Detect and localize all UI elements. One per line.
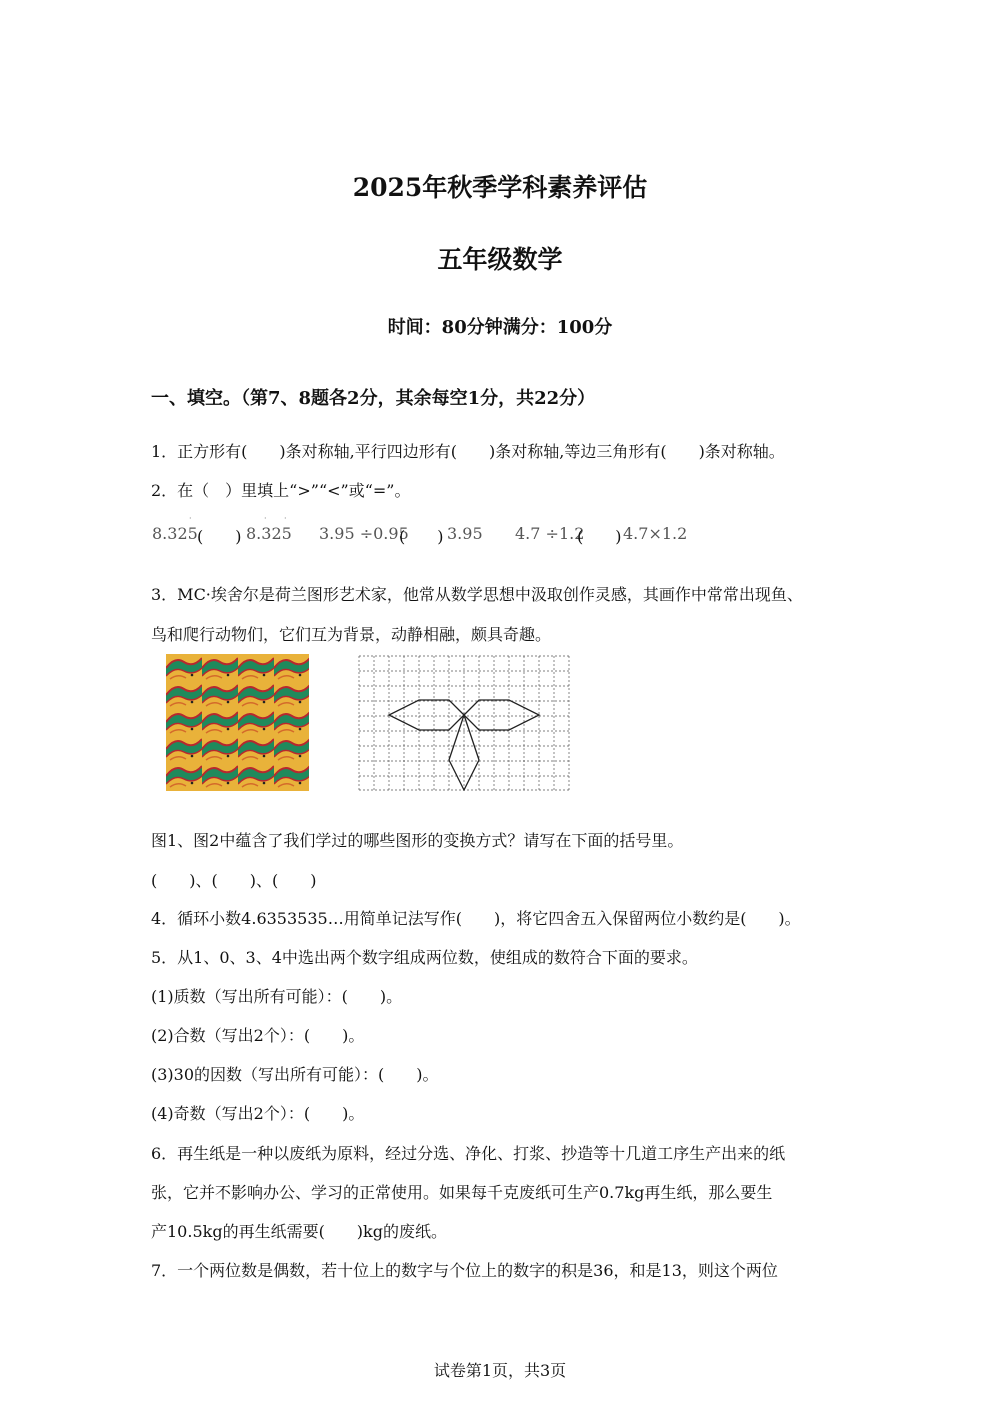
section-heading: 一、填空。（第7、8题各2分，其余每空1分，共22分） bbox=[151, 388, 596, 409]
exam-subtitle: 五年级数学 bbox=[437, 245, 563, 274]
question-6-line3: 产10.5kg的再生纸需要( )kg的废纸。 bbox=[151, 1222, 447, 1241]
question-6-line2: 张，它并不影响办公、学习的正常使用。如果每千克废纸可生产0.7kg再生纸，那么要生 bbox=[151, 1183, 773, 1202]
question-1: 1．正方形有( )条对称轴,平行四边形有( )条对称轴,等边三角形有( )条对称轴。 bbox=[151, 442, 785, 461]
question-3-prompt: 图1、图2中蕴含了我们学过的哪些图形的变换方式？请写在下面的括号里。 bbox=[151, 831, 684, 850]
question-2: 2．在（ ）里填上“>”“<”或“=”。 bbox=[151, 481, 411, 500]
q2-a-right-text: 8.325 bbox=[246, 524, 292, 543]
q2-b-right: 3.95 bbox=[447, 524, 483, 543]
question-5-4: (4)奇数（写出2个）：( )。 bbox=[151, 1104, 365, 1123]
q2-c-right: 4.7×1.2 bbox=[623, 524, 688, 543]
exam-info: 时间：80分钟满分：100分 bbox=[387, 317, 613, 338]
q2-a-right: · · 8.325 bbox=[246, 514, 292, 543]
q2-b-left: 3.95 ÷0.95 bbox=[319, 524, 409, 543]
question-7-line1: 7．一个两位数是偶数，若十位上的数字与个位上的数字的积是36，和是13，则这个两位 bbox=[151, 1261, 778, 1280]
question-3-line1: 3．MC·埃舍尔是荷兰图形艺术家，他常从数学思想中汲取创作灵感，其画作中常常出现鱼、 bbox=[151, 585, 803, 604]
escher-tessellation-image bbox=[166, 654, 309, 791]
exam-title: 2025年秋季学科素养评估 bbox=[352, 173, 648, 202]
q2-a-left: · 8.325 bbox=[152, 514, 198, 543]
page-footer: 试卷第1页，共3页 bbox=[433, 1361, 567, 1380]
question-5: 5．从1、0、3、4中选出两个数字组成两位数，使组成的数符合下面的要求。 bbox=[151, 948, 698, 967]
q2-c-left: 4.7 ÷1.2 bbox=[515, 524, 585, 543]
question-5-3: (3)30的因数（写出所有可能）：( )。 bbox=[151, 1065, 439, 1084]
q2-a-left-text: 8.325 bbox=[152, 524, 198, 543]
question-6-line1: 6．再生纸是一种以废纸为原料，经过分选、净化、打浆、抄造等十几道工序生产出来的纸 bbox=[151, 1144, 786, 1163]
question-3-line2: 鸟和爬行动物们，它们互为背景，动静相融，颇具奇趣。 bbox=[151, 625, 552, 644]
q2-c-blank[interactable]: ( ) bbox=[577, 527, 622, 546]
question-5-2: (2)合数（写出2个）：( )。 bbox=[151, 1026, 365, 1045]
grid-rhombus-figure bbox=[358, 655, 570, 791]
question-5-1: (1)质数（写出所有可能）：( )。 bbox=[151, 987, 403, 1006]
q2-b-blank[interactable]: ( ) bbox=[399, 527, 444, 546]
question-4: 4．循环小数4.6353535…用简单记法写作( )，将它四舍五入保留两位小数约是( )。 bbox=[151, 909, 801, 928]
question-3-blanks[interactable]: ( )、( )、( ) bbox=[151, 871, 317, 890]
q2-a-blank[interactable]: ( ) bbox=[197, 527, 242, 546]
